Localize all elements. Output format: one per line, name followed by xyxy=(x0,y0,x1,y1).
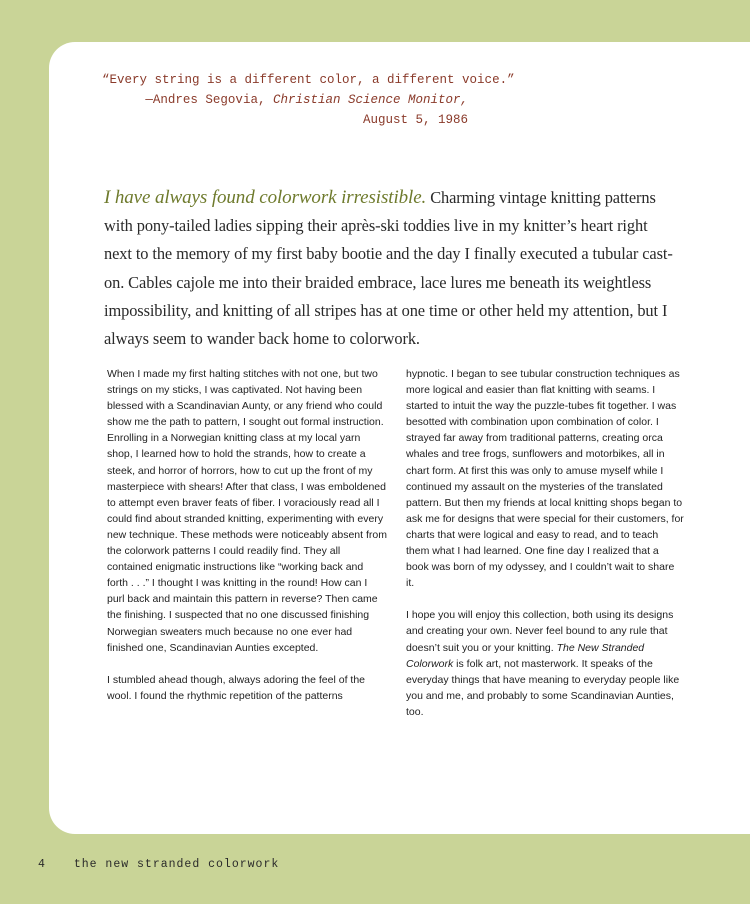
column-right xyxy=(406,366,684,736)
epigraph-author: —Andres Segovia, xyxy=(145,93,273,107)
column-left xyxy=(107,366,387,720)
intro-lead: I have always found colorwork irresistible. xyxy=(104,187,427,208)
right-paragraph-1: hypnotic. I began to see tubular construction techniques as more logical and easier than flat knitting with seams. I started to intuit the way the puzzle-tubes fit together. I was besotted with combination upon combination of color. I strayed far away from traditional patterns, creating orca whales and tree frogs, sunflowers and motorbikes, all in chart form. At first this was only to amuse myself while I continued my assault on the mysteries of the translated pattern. But then my friends at local knitting shops began to ask me for designs that were special for their customers, for charts that were logical and easy to read, and to teach them what I had learned. One fine day I realized that a book was born of my odyssey, and I couldn’t wait to share it. xyxy=(406,368,684,590)
right-paragraph-2-start: I hope you will enjoy this collection, both using its designs and creating your own. Never feel bound to any rule that doesn’t suit you or your knitting. xyxy=(406,609,674,654)
page-number: 4 xyxy=(38,858,45,871)
left-paragraph-2: I stumbled ahead though, always adoring the feel of the wool. I found the rhythmic repetition of the patterns xyxy=(107,673,366,702)
epigraph-publication: Christian Science Monitor, xyxy=(272,93,468,107)
left-paragraph-1: When I made my first halting stitches with not one, but two strings on my sticks, I was captivated. Not having been blessed with a Scandinavian Aunty, or any friend who could show me the path to pattern, I sought out formal instruction. Enrolling in a Norwegian knitting class at my local yarn shop, I learned how to hold the strands, how to create a steek, and horror of horrors, how to cut up the front of my masterpiece with shears! After that class, I was emboldened to attempt even braver feats of fiber. I voraciously read all I could find about stranded knitting, experimenting with every new technique. These methods were noticeably absent from the colorwork patterns I could readily find. They all contained enigmatic instructions like “working back and forth . . .” I thought I was knitting in the round! How can I purl back and maintain this pattern in reverse? Then came the finishing. I suspected that no one discussed finishing Norwegian sweaters much because no one ever had finished one, Scandinavian Aunties excepted. xyxy=(107,368,387,654)
intro-paragraph xyxy=(104,184,674,353)
epigraph-date: August 5, 1986 xyxy=(362,113,468,127)
right-paragraph-2-end: is folk art, not masterwork. It speaks of the everyday things that have meaning to everyday people like you and me, and probably to some Scandinavian Aunties, too. xyxy=(406,657,680,718)
epigraph-attribution xyxy=(102,90,468,110)
right-paragraph-2 xyxy=(406,607,684,720)
epigraph xyxy=(102,70,515,130)
page-footer xyxy=(38,858,279,871)
intro-body: Charming vintage knitting patterns with pony-tailed ladies sipping their après-ski toddies live in my knitter’s heart right next to the memory of my first baby bootie and the day I finally executed a tubular cast-on. Cables cajole me into their braided embrace, lace lures me beneath its weightless impossibility, and knitting of all stripes has at one time or other held my attention, but I always seem to wander back home to colorwork. xyxy=(104,188,673,349)
epigraph-quote: “Every string is a different color, a different voice.” xyxy=(102,73,515,87)
book-title-italic: The New Stranded Colorwork xyxy=(406,641,645,670)
running-title: the new stranded colorwork xyxy=(73,858,280,871)
